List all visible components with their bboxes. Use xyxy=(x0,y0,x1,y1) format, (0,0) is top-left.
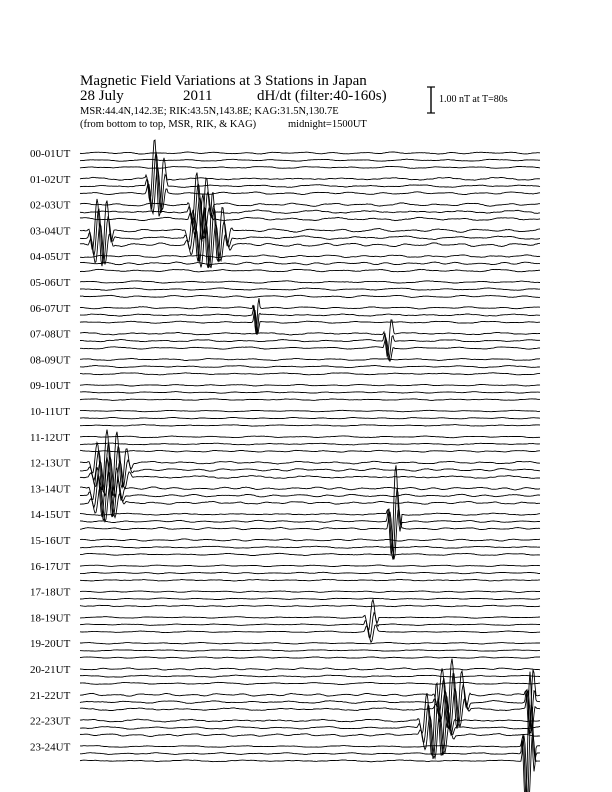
trace-RIK xyxy=(80,334,540,360)
trace-KAG xyxy=(80,539,540,541)
scale-bar-label: 1.00 nT at T=80s xyxy=(439,94,508,105)
hour-row-07-08UT xyxy=(30,320,540,361)
trace-KAG xyxy=(80,430,540,496)
trace-KAG xyxy=(80,591,540,592)
trace-RIK xyxy=(80,488,540,559)
trace-KAG xyxy=(80,152,540,154)
trace-KAG xyxy=(80,672,540,792)
chart-date: 28 July xyxy=(80,88,124,104)
trace-MSR xyxy=(80,485,540,522)
trace-KAG xyxy=(80,565,540,567)
hour-label: 22-23UT xyxy=(30,715,71,728)
hour-row-16-17UT xyxy=(30,561,540,581)
trace-KAG xyxy=(80,668,540,670)
hour-row-17-18UT xyxy=(30,587,540,607)
trace-KAG xyxy=(80,384,540,386)
trace-KAG xyxy=(80,298,540,334)
trace-RIK xyxy=(80,288,540,290)
hour-label: 12-13UT xyxy=(30,457,71,470)
hour-label: 21-22UT xyxy=(30,689,71,702)
scale-bar xyxy=(427,87,435,113)
hour-label: 10-11UT xyxy=(30,406,70,418)
trace-RIK xyxy=(80,572,540,574)
trace-KAG xyxy=(80,659,540,734)
chart-title: Magnetic Field Variations at 3 Stations in Japan xyxy=(80,73,367,89)
hour-label: 17-18UT xyxy=(30,586,71,599)
trace-RIK xyxy=(80,443,540,445)
trace-MSR xyxy=(80,713,540,759)
hour-label: 08-09UT xyxy=(30,354,71,367)
hour-label: 16-17UT xyxy=(30,560,71,573)
trace-RIK xyxy=(80,417,540,418)
hour-label: 07-08UT xyxy=(30,328,71,341)
hour-label: 06-07UT xyxy=(30,302,71,315)
hour-label: 18-19UT xyxy=(30,612,71,625)
trace-MSR xyxy=(80,579,540,581)
trace-KAG xyxy=(80,320,540,356)
trace-MSR xyxy=(80,373,540,375)
trace-KAG xyxy=(80,410,540,412)
hour-label: 15-16UT xyxy=(30,535,71,547)
trace-MSR xyxy=(80,425,540,427)
trace-order-note: (from bottom to top, MSR, RIK, & KAG) xyxy=(80,119,257,130)
trace-MSR xyxy=(80,625,540,642)
trace-KAG xyxy=(80,436,540,438)
trace-MSR xyxy=(80,295,540,297)
hour-row-00-01UT xyxy=(30,148,540,168)
hour-label: 02-03UT xyxy=(30,199,71,212)
trace-KAG xyxy=(80,140,540,216)
trace-RIK xyxy=(80,698,540,759)
hour-row-10-11UT xyxy=(30,406,540,426)
trace-MSR xyxy=(80,510,540,560)
trace-RIK xyxy=(80,207,540,267)
hour-label: 23-24UT xyxy=(30,741,71,754)
hour-row-15-16UT xyxy=(30,535,540,556)
hour-label: 05-06UT xyxy=(30,277,71,289)
trace-MSR xyxy=(80,682,540,684)
trace-KAG xyxy=(80,281,540,283)
hour-label: 00-01UT xyxy=(30,148,71,160)
hour-row-19-20UT xyxy=(30,638,540,658)
hour-label: 14-15UT xyxy=(30,509,71,522)
hour-row-09-10UT xyxy=(30,380,540,400)
trace-RIK xyxy=(80,306,540,335)
trace-RIK xyxy=(80,366,540,368)
trace-MSR xyxy=(80,450,540,452)
hour-label: 09-10UT xyxy=(30,380,71,393)
hour-label: 13-14UT xyxy=(30,483,71,496)
trace-RIK xyxy=(80,705,540,792)
trace-KAG xyxy=(80,358,540,360)
trace-MSR xyxy=(80,605,540,606)
trace-MSR xyxy=(80,657,540,658)
trace-MSR xyxy=(80,399,540,401)
chart-year: 2011 xyxy=(183,88,213,104)
hour-label: 11-12UT xyxy=(30,431,70,444)
hour-row-06-07UT xyxy=(30,298,540,335)
hour-label: 19-20UT xyxy=(30,638,71,651)
hour-label: 01-02UT xyxy=(30,173,71,186)
trace-MSR xyxy=(80,310,540,333)
trace-RIK xyxy=(80,675,540,677)
trace-RIK xyxy=(80,262,540,265)
trace-MSR xyxy=(80,269,540,272)
trace-KAG xyxy=(80,600,540,631)
trace-MSR xyxy=(80,553,540,555)
station-coordinates: MSR:44.4N,142.3E; RIK:43.5N,143.8E; KAG:31.5N,130.7E xyxy=(80,106,339,117)
hour-label: 04-05UT xyxy=(30,251,71,264)
trace-KAG xyxy=(80,255,540,258)
hour-row-08-09UT xyxy=(30,354,540,375)
hour-rows xyxy=(30,140,540,792)
trace-RIK xyxy=(80,159,540,161)
hour-row-05-06UT xyxy=(30,277,540,298)
midnight-note: midnight=1500UT xyxy=(288,119,367,130)
chart-filter: dH/dt (filter:40-160s) xyxy=(257,88,387,104)
hour-label: 03-04UT xyxy=(30,225,71,238)
trace-RIK xyxy=(80,473,540,520)
trace-KAG xyxy=(80,457,540,517)
trace-MSR xyxy=(80,734,540,792)
trace-RIK xyxy=(80,546,540,548)
trace-RIK xyxy=(80,650,540,651)
trace-RIK xyxy=(80,598,540,600)
trace-KAG xyxy=(80,642,540,644)
hour-label: 20-21UT xyxy=(30,664,71,676)
trace-MSR xyxy=(80,166,540,168)
trace-RIK xyxy=(80,392,540,394)
